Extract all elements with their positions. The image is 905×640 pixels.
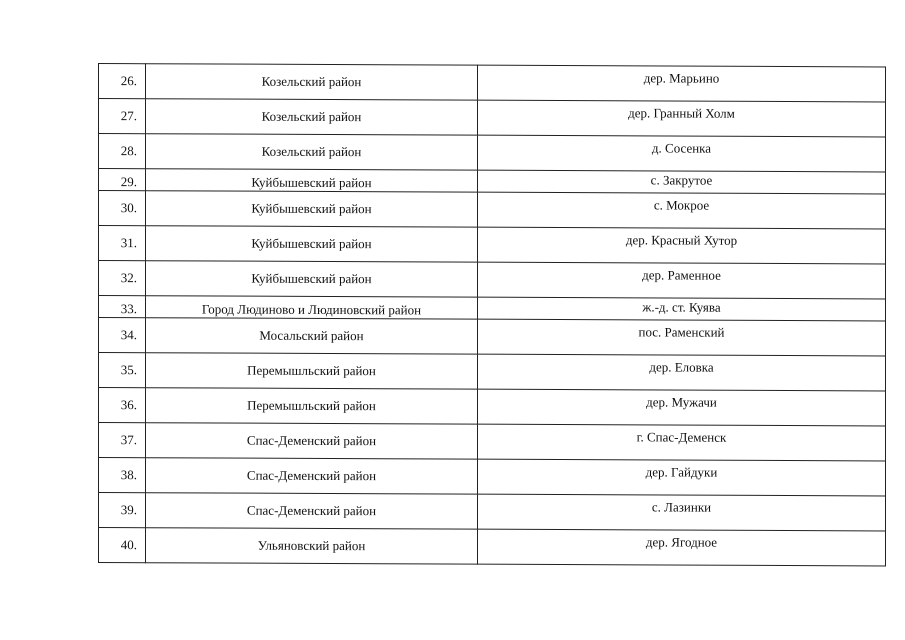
settlement-cell: с. Закрутое: [478, 170, 886, 194]
table-row: [99, 134, 886, 172]
district-cell: Перемышльский район: [146, 353, 478, 389]
settlement-cell: дер. Марьино: [478, 65, 886, 102]
row-number-cell: 35.: [99, 353, 146, 388]
district-cell: Куйбышевский район: [146, 226, 478, 262]
district-cell: Город Людиново и Людиновский район: [146, 296, 478, 319]
district-cell: Козельский район: [146, 134, 478, 170]
table-row: [99, 226, 886, 264]
settlement-cell: дер. Еловка: [478, 354, 886, 391]
district-cell: Ульяновский район: [146, 528, 478, 564]
row-number-cell: 33.: [99, 296, 146, 318]
district-cell: Мосальский район: [146, 318, 478, 354]
settlement-cell: с. Мокрое: [478, 192, 886, 229]
settlement-cell: дер. Красный Хутор: [478, 227, 886, 264]
district-cell: Куйбышевский район: [146, 261, 478, 297]
row-number-cell: 34.: [99, 318, 146, 353]
table-row: [99, 353, 886, 391]
row-number-cell: 32.: [99, 261, 146, 296]
table-row: [99, 423, 886, 461]
table-row: [99, 64, 886, 102]
table-row: [99, 296, 886, 321]
table-row: [99, 99, 886, 137]
row-number-cell: 37.: [99, 423, 146, 458]
row-number-cell: 28.: [99, 134, 146, 169]
table-body: [99, 64, 886, 566]
settlement-cell: дер. Гайдуки: [478, 459, 886, 496]
settlement-cell: дер. Ягодное: [478, 529, 886, 566]
district-cell: Козельский район: [146, 64, 478, 100]
district-cell: Козельский район: [146, 99, 478, 135]
settlement-cell: пос. Раменский: [478, 319, 886, 356]
settlement-cell: ж.-д. ст. Куява: [478, 297, 886, 321]
district-cell: Спас-Деменский район: [146, 423, 478, 459]
table-row: [99, 261, 886, 299]
table-row: [99, 528, 886, 566]
row-number-cell: 40.: [99, 528, 146, 563]
district-cell: Куйбышевский район: [146, 169, 478, 192]
table-row: [99, 458, 886, 496]
row-number-cell: 38.: [99, 458, 146, 493]
settlement-cell: с. Лазинки: [478, 494, 886, 531]
table-row: [99, 191, 886, 229]
table-row: [99, 493, 886, 531]
district-cell: Перемышльский район: [146, 388, 478, 424]
row-number-cell: 29.: [99, 169, 146, 191]
district-cell: Куйбышевский район: [146, 191, 478, 227]
settlement-cell: дер. Раменное: [478, 262, 886, 299]
row-number-cell: 27.: [99, 99, 146, 134]
row-number-cell: 26.: [99, 64, 146, 99]
row-number-cell: 30.: [99, 191, 146, 226]
row-number-cell: 39.: [99, 493, 146, 528]
row-number-cell: 31.: [99, 226, 146, 261]
settlement-cell: г. Спас-Деменск: [478, 424, 886, 461]
district-cell: Спас-Деменский район: [146, 493, 478, 529]
settlement-cell: д. Сосенка: [478, 135, 886, 172]
row-number-cell: 36.: [99, 388, 146, 423]
table-row: [99, 388, 886, 426]
settlements-table: [98, 63, 886, 566]
district-cell: Спас-Деменский район: [146, 458, 478, 494]
settlement-cell: дер. Гранный Холм: [478, 100, 886, 137]
settlement-cell: дер. Мужачи: [478, 389, 886, 426]
table-row: [99, 318, 886, 356]
